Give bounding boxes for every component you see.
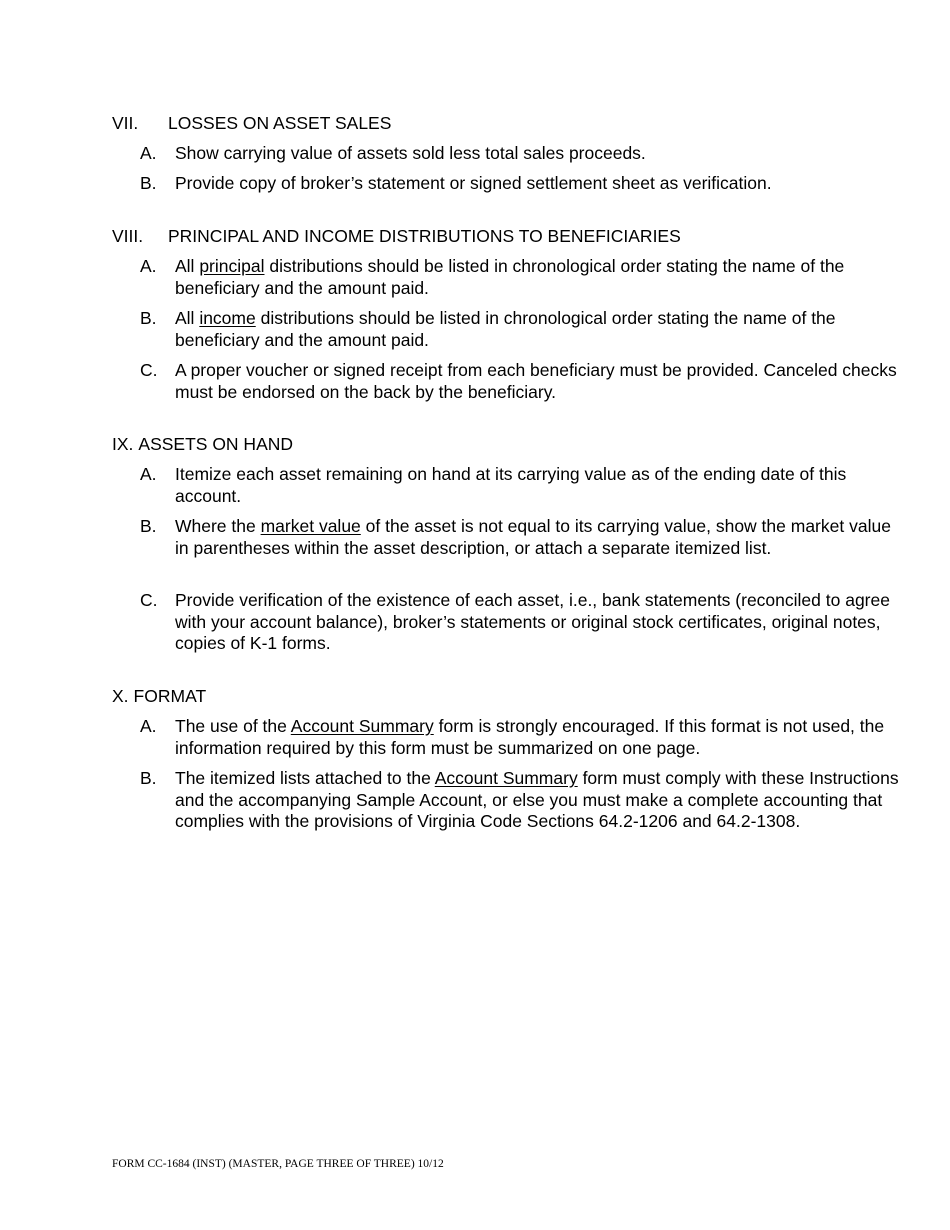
section-title: PRINCIPAL AND INCOME DISTRIBUTIONS TO BENEFICIARIES xyxy=(168,226,681,246)
section-title: ASSETS ON HAND xyxy=(138,434,294,454)
list-item-viii-b xyxy=(140,308,900,351)
item-letter: B. xyxy=(140,173,157,193)
item-letter: B. xyxy=(140,308,157,328)
section-heading-viii xyxy=(112,225,681,247)
list-item-x-b xyxy=(140,768,900,833)
item-text: The itemized lists attached to the Account Summary form must comply with these Instructions and the accompanying Sample Account, or else you must make a complete accounting that complies with the provisions of Virginia Code Sections 64.2-1206 and 64.2-1308. xyxy=(175,768,899,832)
item-letter: B. xyxy=(140,768,157,788)
section-title: LOSSES ON ASSET SALES xyxy=(168,113,392,133)
item-letter: A. xyxy=(140,464,157,484)
item-text: Provide copy of broker’s statement or signed settlement sheet as verification. xyxy=(175,173,772,193)
underlined-term-income: income xyxy=(199,308,256,328)
item-text: Provide verification of the existence of each asset, i.e., bank statements (reconciled to agree with your account balance), broker’s statements or original stock certificates, original notes, copies of K-1 forms. xyxy=(175,590,890,654)
list-item-viii-c xyxy=(140,360,900,403)
underlined-term-account-summary: Account Summary xyxy=(290,716,434,736)
section-number: X. xyxy=(112,686,129,706)
item-text: All income distributions should be listed in chronological order stating the name of the beneficiary and the amount paid. xyxy=(175,308,836,350)
list-item-viii-a xyxy=(140,256,900,299)
item-letter: B. xyxy=(140,516,157,536)
item-letter: C. xyxy=(140,360,158,380)
item-text: The use of the Account Summary form is strongly encouraged. If this format is not used, the information required by this form must be summarized on one page. xyxy=(175,716,885,758)
list-item-x-a xyxy=(140,716,900,759)
list-item-ix-c xyxy=(140,590,900,655)
list-item-ix-b xyxy=(140,516,900,559)
section-heading-ix xyxy=(112,433,293,455)
item-text: Show carrying value of assets sold less total sales proceeds. xyxy=(175,143,646,163)
section-heading-x xyxy=(112,685,206,707)
list-item-vii-b xyxy=(140,173,900,195)
section-title: FORMAT xyxy=(133,686,207,706)
item-letter: A. xyxy=(140,256,157,276)
underlined-term-account-summary: Account Summary xyxy=(434,768,578,788)
item-text: Where the market value of the asset is not equal to its carrying value, show the market value in parentheses within the asset description, or attach a separate itemized list. xyxy=(175,516,891,558)
list-item-ix-a xyxy=(140,464,900,507)
underlined-term-market-value: market value xyxy=(260,516,361,536)
section-number: VIII. xyxy=(112,226,144,246)
section-heading-vii xyxy=(112,112,391,134)
section-number: IX. xyxy=(112,434,134,454)
item-text: Itemize each asset remaining on hand at its carrying value as of the ending date of this account. xyxy=(175,464,847,506)
form-footer: FORM CC-1684 (INST) (MASTER, PAGE THREE OF THREE) 10/12 xyxy=(112,1158,444,1170)
item-letter: C. xyxy=(140,590,158,610)
item-letter: A. xyxy=(140,716,157,736)
underlined-term-principal: principal xyxy=(199,256,265,276)
item-text: All principal distributions should be listed in chronological order stating the name of the beneficiary and the amount paid. xyxy=(175,256,845,298)
item-text: A proper voucher or signed receipt from each beneficiary must be provided. Canceled checks must be endorsed on the back by the beneficiary. xyxy=(175,360,897,402)
list-item-vii-a xyxy=(140,143,900,165)
item-letter: A. xyxy=(140,143,157,163)
section-number: VII. xyxy=(112,113,139,133)
